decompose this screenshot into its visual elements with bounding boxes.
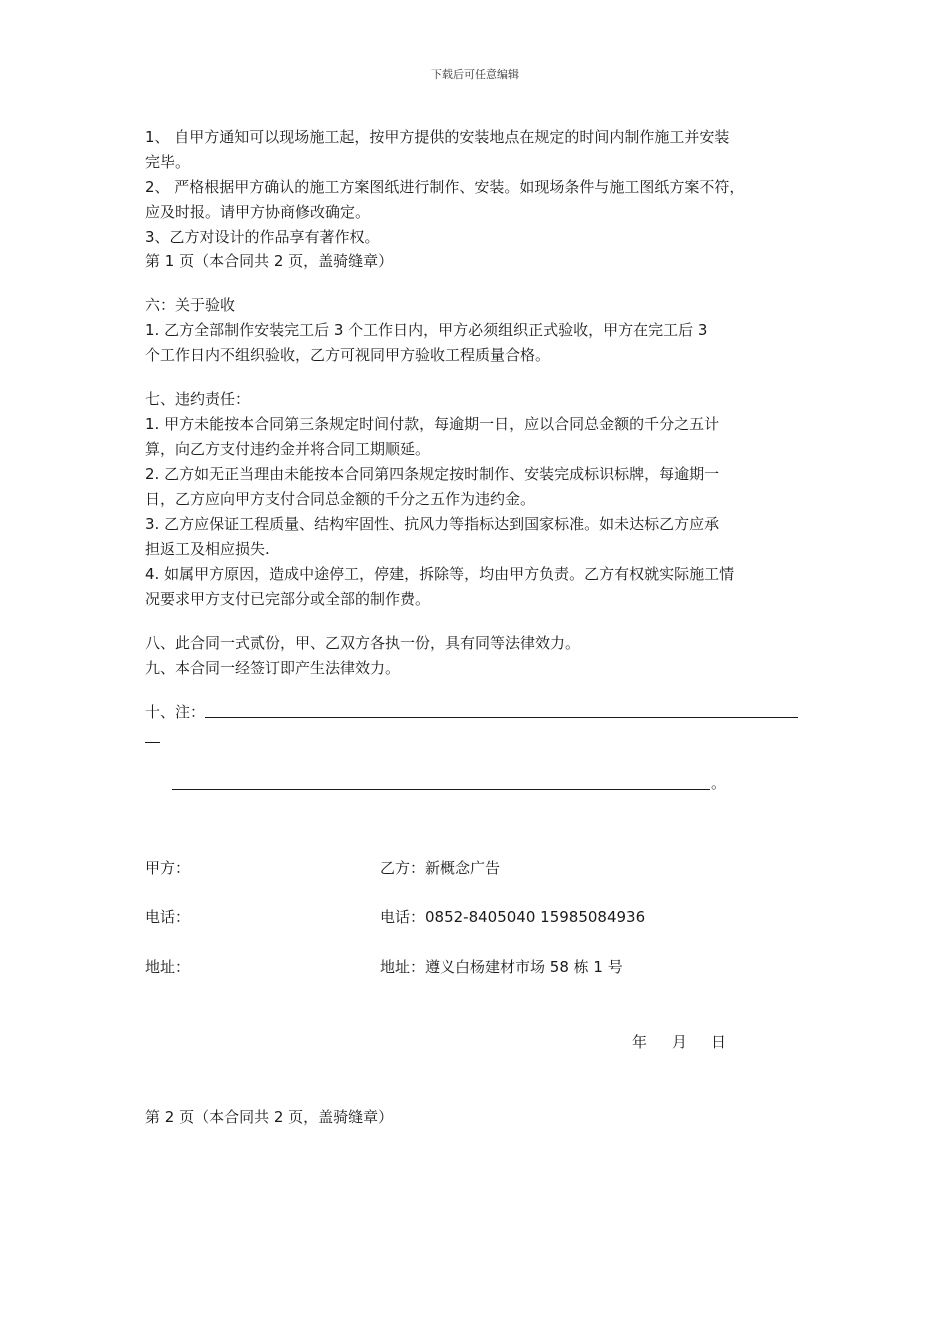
sec7-item3-line1: 3. 乙方应保证工程质量、结构牢固性、抗风力等指标达到国家标准。如未达标乙方应承	[145, 515, 720, 533]
party-b-address: 地址：遵义白杨建材市场 58 栋 1 号	[380, 958, 623, 976]
date-year: 年	[632, 1033, 648, 1051]
page-footer-1: 第 1 页（本合同共 2 页，盖骑缝章）	[145, 252, 394, 270]
sec5-item1-line1: 1、 自甲方通知可以现场施工起，按甲方提供的安装地点在规定的时间内制作施工并安装	[145, 128, 730, 146]
note-blank-line-1	[205, 717, 798, 718]
party-b-phone: 电话：0852-8405040 15985084936	[380, 908, 646, 926]
sec6-item1-line1: 1. 乙方全部制作安装完工后 3 个工作日内，甲方必须组织正式验收，甲方在完工后 3	[145, 321, 708, 339]
sec5-item2-line1: 2、 严格根据甲方确认的施工方案图纸进行制作、安装。如现场条件与施工图纸方案不符，	[145, 178, 745, 196]
sec5-item1-line2: 完毕。	[145, 153, 191, 171]
note-end-mark: 。	[711, 774, 727, 792]
sec7-item3-line2: 担返工及相应损失.	[145, 540, 270, 558]
sec5-item3: 3、乙方对设计的作品享有著作权。	[145, 228, 380, 246]
sec7-item4-line2: 况要求甲方支付已完部分或全部的制作费。	[145, 590, 431, 608]
sec10-label: 十、注：	[145, 703, 206, 721]
party-a-phone-label: 电话：	[145, 908, 191, 926]
page-header: 下载后可任意编辑	[431, 68, 519, 81]
sec5-item2-line2: 应及时报。请甲方协商修改确定。	[145, 203, 371, 221]
party-a-label: 甲方：	[145, 859, 191, 877]
party-a-address-label: 地址：	[145, 958, 191, 976]
sec7-item1-line1: 1. 甲方未能按本合同第三条规定时间付款，每逾期一日，应以合同总金额的千分之五计	[145, 415, 720, 433]
sec6-title: 六：关于验收	[145, 296, 236, 314]
note-blank-line-2	[145, 742, 160, 743]
sec7-title: 七、违约责任：	[145, 390, 251, 408]
note-blank-line-3	[172, 789, 710, 790]
sec7-item1-line2: 算，向乙方支付违约金并将合同工期顺延。	[145, 440, 431, 458]
sec7-item4-line1: 4. 如属甲方原因，造成中途停工，停建，拆除等，均由甲方负责。乙方有权就实际施工情	[145, 565, 735, 583]
page-footer-2: 第 2 页（本合同共 2 页，盖骑缝章）	[145, 1108, 394, 1126]
party-b-label: 乙方：新概念广告	[380, 859, 501, 877]
sec7-item2-line1: 2. 乙方如无正当理由未能按本合同第四条规定按时制作、安装完成标识标牌，每逾期一	[145, 465, 720, 483]
sec7-item2-line2: 日，乙方应向甲方支付合同总金额的千分之五作为违约金。	[145, 490, 536, 508]
date-day: 日	[711, 1033, 727, 1051]
date-month: 月	[672, 1033, 688, 1051]
sec9: 九、本合同一经签订即产生法律效力。	[145, 659, 401, 677]
sec6-item1-line2: 个工作日内不组织验收，乙方可视同甲方验收工程质量合格。	[145, 346, 551, 364]
sec8: 八、此合同一式贰份，甲、乙双方各执一份，具有同等法律效力。	[145, 634, 581, 652]
